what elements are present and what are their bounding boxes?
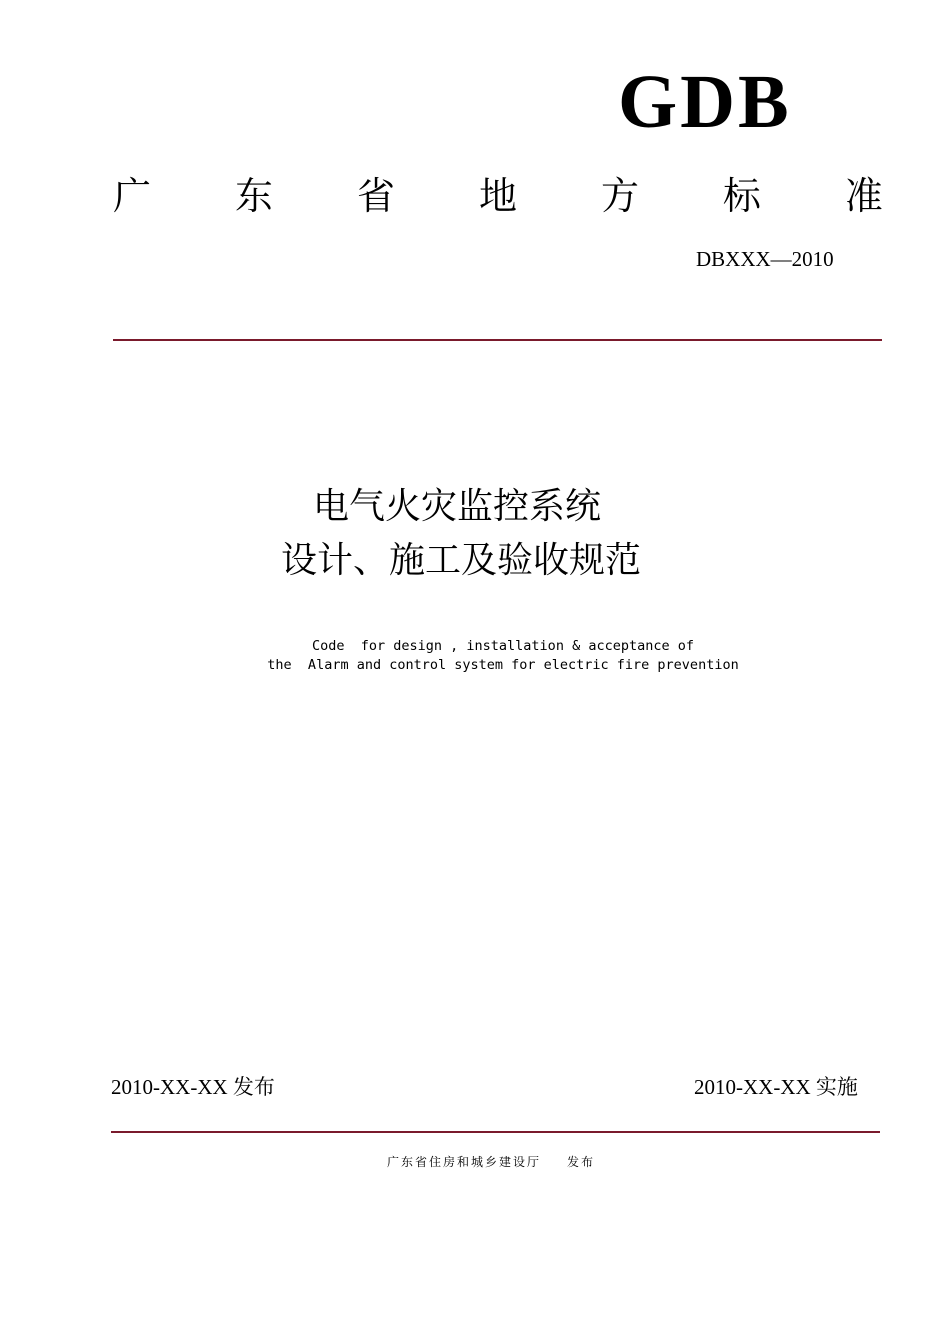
english-title-line-2: the Alarm and control system for electric fire prevention [267, 657, 739, 673]
title-line-1: 电气火灾监控系统 [312, 486, 601, 527]
heading-char: 方 [600, 174, 639, 218]
heading-char: 准 [844, 174, 883, 218]
standard-type-heading [113, 176, 883, 218]
heading-char: 地 [478, 174, 517, 218]
standard-code: DBXXX—2010 [696, 247, 834, 271]
issuer-line [387, 1155, 595, 1169]
document-title [0, 480, 950, 588]
heading-char: 广 [113, 174, 152, 218]
heading-char: 东 [234, 174, 273, 218]
issuer-name: 广东省住房和城乡建设厅 [387, 1155, 542, 1169]
title-line-2: 设计、施工及验收规范 [280, 540, 641, 581]
effective-date: 2010-XX-XX 实施 [694, 1075, 858, 1099]
heading-char: 标 [722, 174, 761, 218]
issuer-action: 发布 [567, 1155, 596, 1169]
english-title [0, 637, 950, 675]
english-title-line-1: Code for design , installation & acceptance of [311, 638, 694, 654]
heading-char: 省 [356, 174, 395, 218]
standard-logo: GDB [618, 60, 792, 144]
top-divider [113, 339, 882, 341]
publish-date: 2010-XX-XX 发布 [111, 1075, 275, 1099]
bottom-divider [111, 1131, 880, 1133]
